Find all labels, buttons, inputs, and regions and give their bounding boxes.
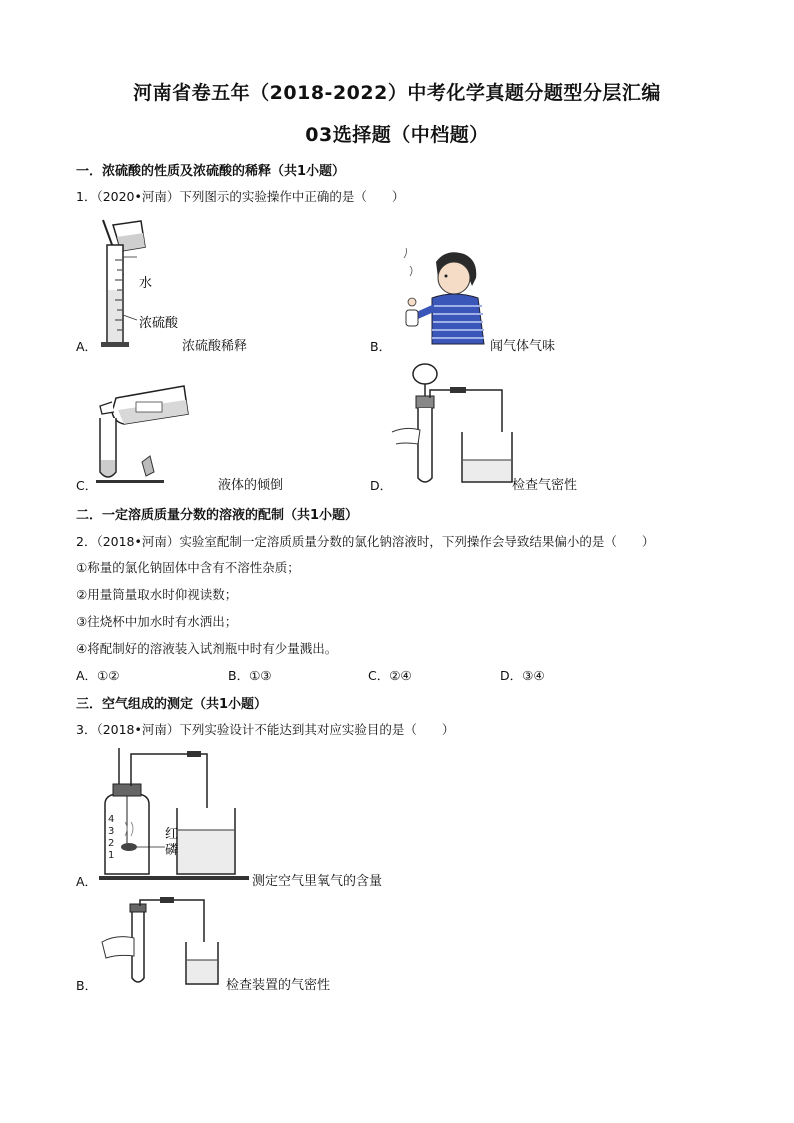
document-subtitle: 03选择题（中档题） bbox=[305, 124, 489, 146]
question-1: 1．（2020•河南）下列图示的实验操作中正确的是（ ） bbox=[76, 189, 405, 204]
acid-label: 浓硫酸 bbox=[139, 316, 179, 331]
scale-2: 2 bbox=[108, 838, 115, 849]
document-title: 河南省卷五年（2018-2022）中考化学真题分题型分层汇编 bbox=[133, 82, 661, 104]
option-letter-1c: C． bbox=[76, 478, 98, 493]
option-caption-3b: 检查装置的气密性 bbox=[226, 978, 331, 993]
red-phosphorus-label-1: 红 bbox=[165, 827, 179, 842]
option-caption-1a: 浓硫酸稀释 bbox=[182, 339, 248, 354]
scale-1: 1 bbox=[108, 850, 115, 861]
choice-a: A．①② bbox=[76, 668, 120, 683]
airtightness-figure-2 bbox=[98, 898, 228, 993]
smelling-figure bbox=[398, 248, 493, 348]
statement-1: ①称量的氯化钠固体中含有不溶性杂质； bbox=[76, 560, 300, 575]
scale-4: 4 bbox=[108, 814, 115, 825]
pouring-figure bbox=[96, 380, 196, 485]
statement-3: ③往烧杯中加水时有水洒出； bbox=[76, 614, 238, 629]
option-letter-1a: A． bbox=[76, 339, 98, 354]
red-phosphorus-label-2: 磷 bbox=[165, 843, 179, 858]
scale-3: 3 bbox=[108, 826, 115, 837]
option-caption-1b: 闻气体气味 bbox=[490, 339, 556, 354]
option-letter-3b: B． bbox=[76, 978, 98, 993]
section-heading-3: 三．空气组成的测定（共1小题） bbox=[76, 697, 268, 712]
statement-4: ④将配制好的溶液装入试剂瓶中时有少量溅出。 bbox=[76, 641, 338, 656]
statement-2: ②用量筒量取水时仰视读数； bbox=[76, 587, 238, 602]
choice-c: C．②④ bbox=[368, 668, 412, 683]
question-3: 3．（2018•河南）下列实验设计不能达到其对应实验目的是（ ） bbox=[76, 722, 455, 737]
airtightness-figure-1 bbox=[390, 360, 520, 490]
option-caption-1c: 液体的倾倒 bbox=[218, 478, 284, 493]
option-caption-1d: 检查气密性 bbox=[512, 478, 578, 493]
option-letter-1d: D． bbox=[370, 478, 393, 493]
choice-d: D．③④ bbox=[500, 668, 545, 683]
option-letter-1b: B． bbox=[370, 339, 392, 354]
oxygen-content-figure bbox=[95, 748, 255, 888]
section-heading-2: 二．一定溶质质量分数的溶液的配制（共1小题） bbox=[76, 508, 359, 523]
question-2: 2．（2018•河南）实验室配制一定溶质质量分数的氯化钠溶液时，下列操作会导致结果偏小的是（ ） bbox=[76, 534, 655, 549]
choice-b: B．①③ bbox=[228, 668, 272, 683]
section-heading-1: 一．浓硫酸的性质及浓硫酸的稀释（共1小题） bbox=[76, 164, 346, 179]
option-caption-3a: 测定空气里氧气的含量 bbox=[252, 874, 383, 889]
option-letter-3a: A． bbox=[76, 874, 98, 889]
dilution-figure bbox=[95, 215, 185, 355]
water-label: 水 bbox=[139, 276, 153, 291]
